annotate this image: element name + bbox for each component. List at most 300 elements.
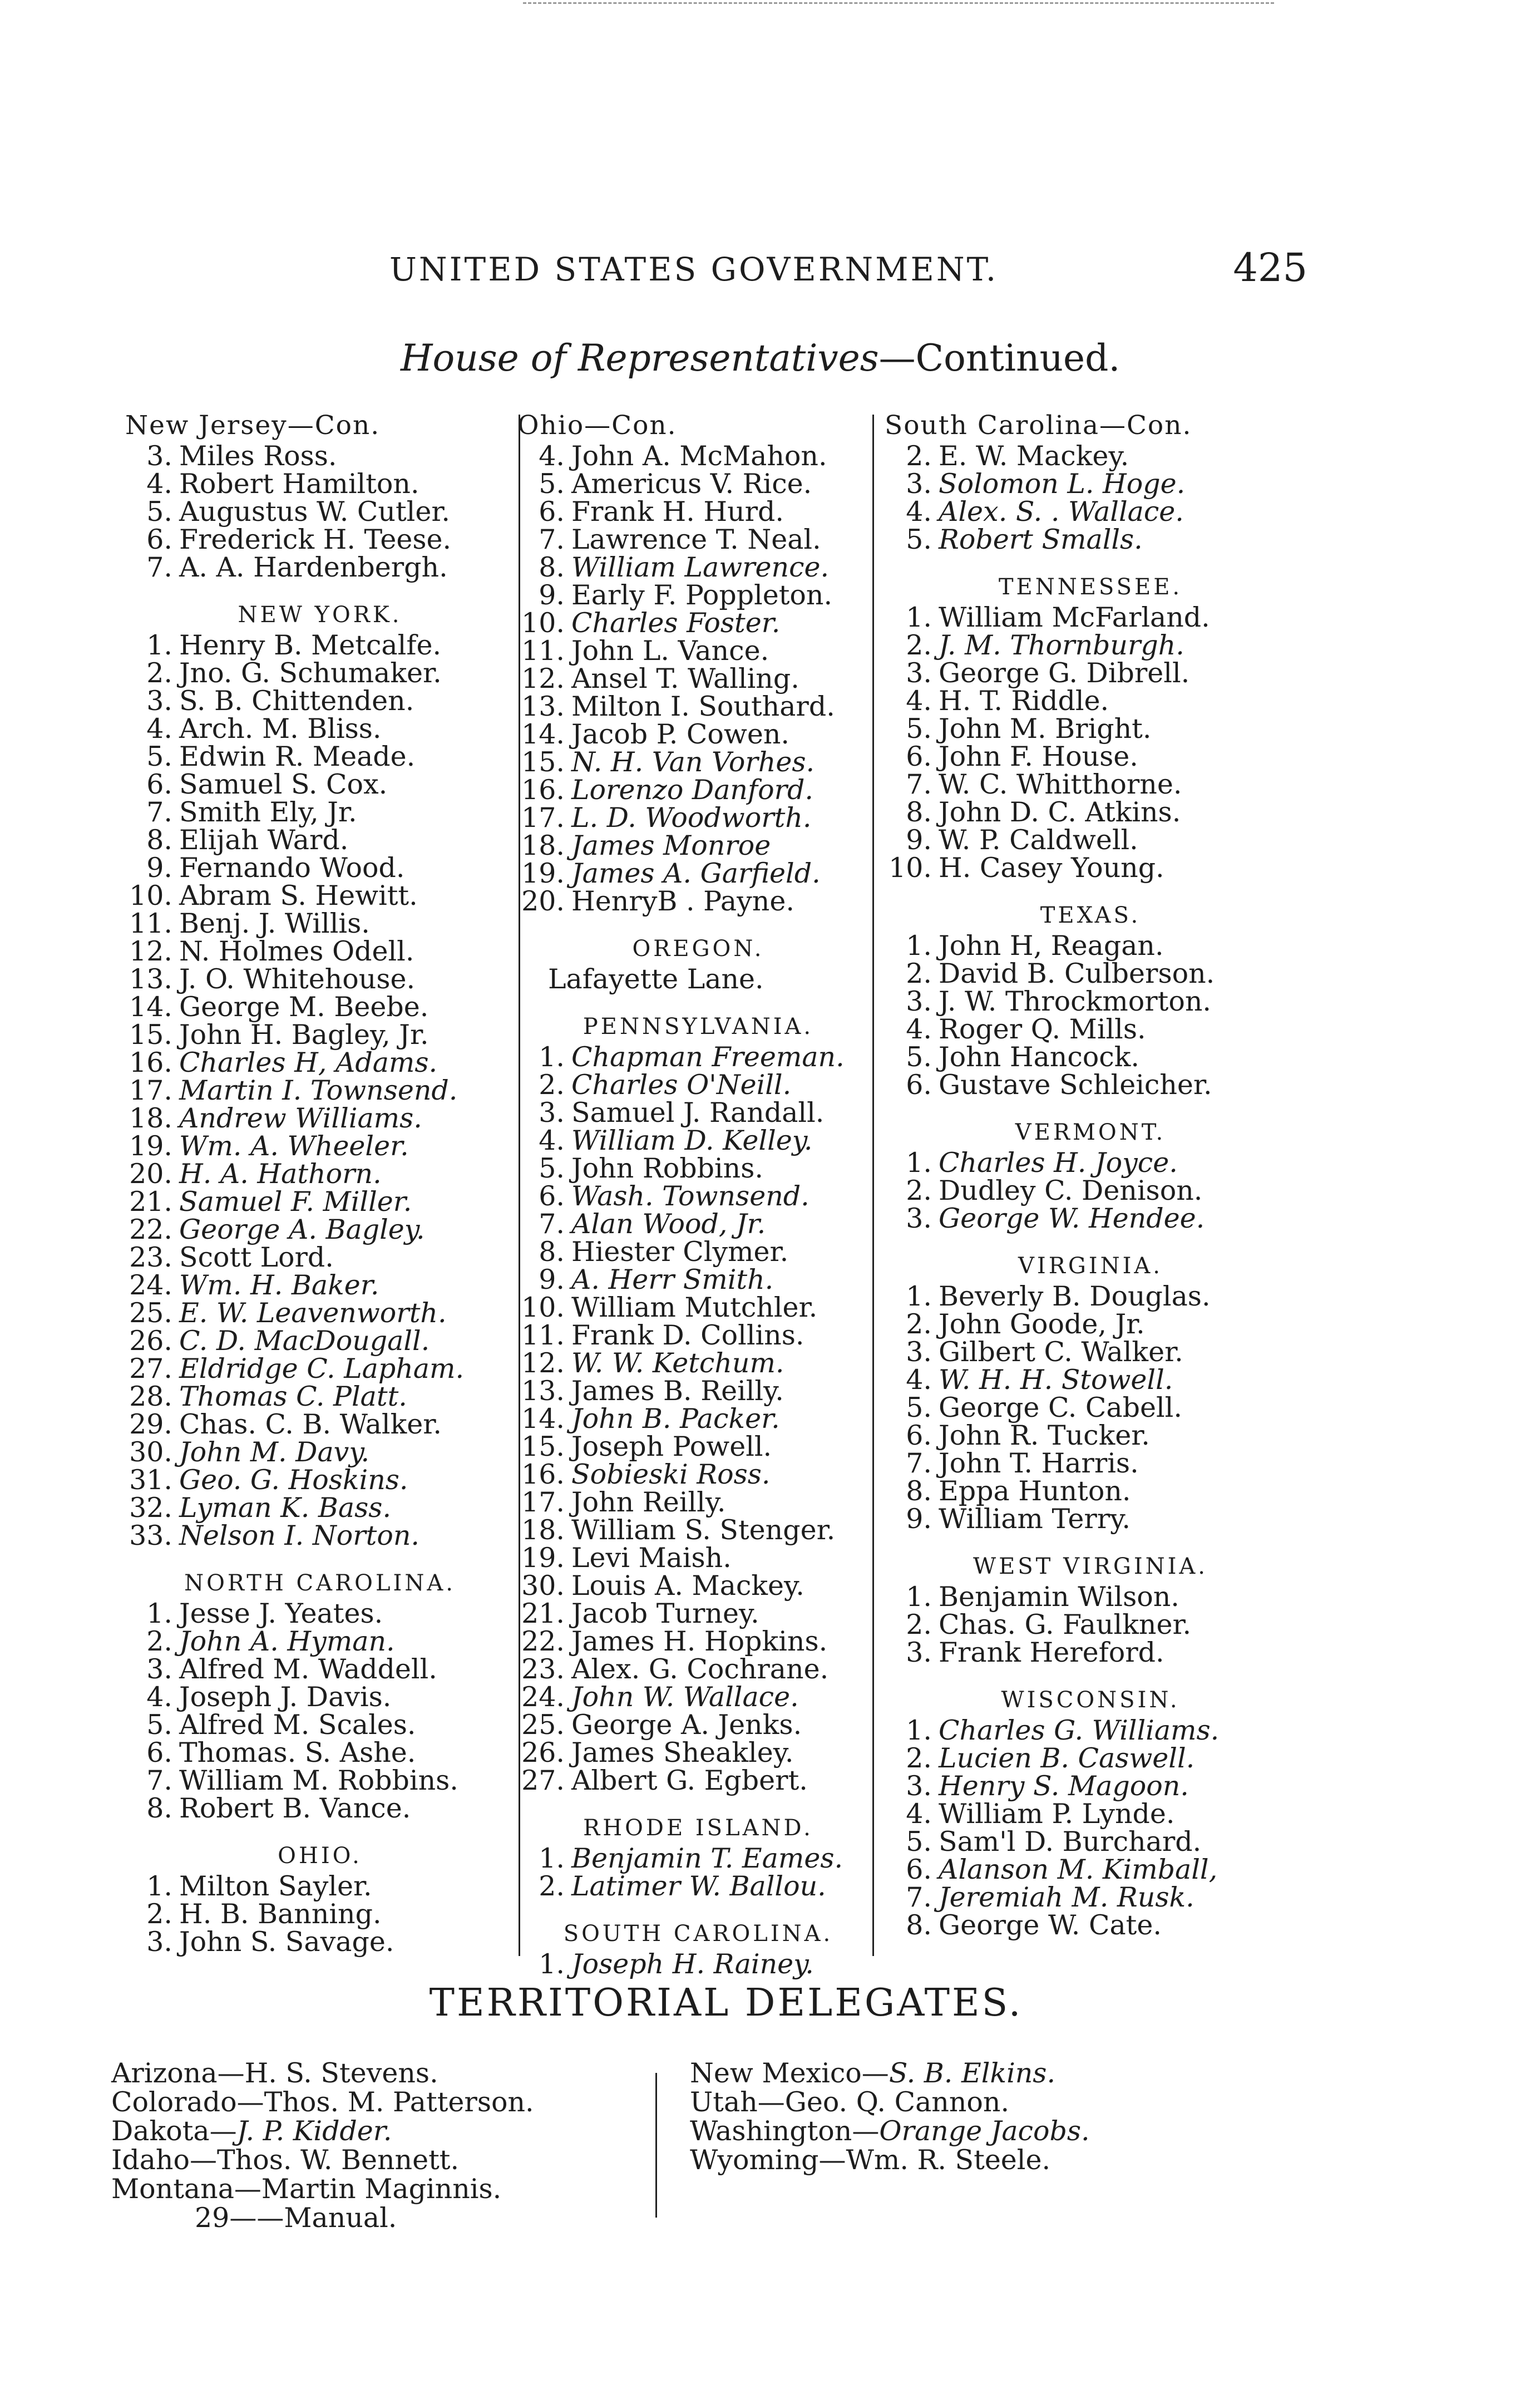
- state-heading: SOUTH CAROLINA.: [563, 1921, 833, 1947]
- district-number: 2.: [906, 1742, 932, 1774]
- representative-entry: [125, 1494, 515, 1522]
- representative-name: Alfred M. Waddell.: [179, 1653, 437, 1685]
- district-number: 6.: [906, 1069, 932, 1101]
- representative-name: Samuel J. Randall.: [571, 1097, 825, 1129]
- running-title: UNITED STATES GOVERNMENT.: [389, 250, 999, 288]
- representative-name: Fernando Wood.: [179, 852, 405, 884]
- representative-entry: [125, 1767, 515, 1795]
- district-number: 6.: [906, 741, 932, 772]
- representative-entry: [517, 718, 879, 750]
- district-number: 25.: [521, 1709, 565, 1741]
- district-number: 15.: [521, 1431, 565, 1462]
- district-number: 27.: [129, 1353, 172, 1385]
- representative-name: John A. Hyman.: [179, 1625, 395, 1657]
- representative-entry: [885, 743, 1296, 771]
- representative-entry: [517, 470, 879, 498]
- column-3: [885, 409, 1296, 1939]
- representative-name: Elijah Ward.: [179, 824, 349, 856]
- district-number: 1.: [539, 1843, 565, 1874]
- representative-entry: [517, 1210, 879, 1238]
- representative-entry: [517, 442, 879, 470]
- state-section: [517, 932, 879, 993]
- representative-entry: [885, 1881, 1296, 1913]
- district-number: 12.: [521, 1347, 565, 1379]
- representative-entry: [125, 442, 515, 470]
- district-number: 4.: [146, 1681, 172, 1713]
- representative-name: J. W. Throckmorton.: [939, 986, 1211, 1017]
- territorial-heading: TERRITORIAL DELEGATES.: [429, 1981, 1023, 2025]
- representative-name: Charles H. Joyce.: [939, 1147, 1178, 1179]
- territory-name: Arizona—: [111, 2057, 245, 2089]
- representative-entry: [517, 1600, 879, 1628]
- district-number: 7.: [906, 769, 932, 800]
- district-number: 3.: [906, 1637, 932, 1668]
- district-number: 8.: [906, 1909, 932, 1941]
- state-section: [885, 899, 1296, 1099]
- representative-name: Latimer W. Ballou.: [571, 1870, 826, 1902]
- state-heading: Ohio—Con.: [517, 410, 677, 441]
- representative-name: Joseph Powell.: [571, 1431, 772, 1462]
- district-number: 1.: [146, 1870, 172, 1902]
- district-number: 32.: [129, 1492, 172, 1524]
- district-number: 17.: [129, 1075, 172, 1106]
- representative-entry: [125, 687, 515, 715]
- district-number: 5.: [539, 1152, 565, 1184]
- district-number: 3.: [146, 1926, 172, 1958]
- representative-entry: [125, 659, 515, 687]
- district-number: 26.: [129, 1325, 172, 1357]
- representative-entry: [517, 551, 879, 583]
- representative-entry: [885, 1909, 1296, 1941]
- state-heading: WISCONSIN.: [1001, 1687, 1180, 1713]
- state-section: [125, 409, 515, 582]
- representative-entry: [885, 659, 1296, 687]
- district-number: 5.: [906, 1826, 932, 1858]
- representative-entry: [885, 1280, 1296, 1312]
- column-divider: [872, 415, 874, 1956]
- district-number: 15.: [129, 1019, 172, 1051]
- representative-entry: [125, 1436, 515, 1468]
- district-number: 4.: [539, 440, 565, 472]
- representative-name: John Robbins.: [571, 1152, 763, 1184]
- district-number: 6.: [906, 1420, 932, 1451]
- state-section: [885, 570, 1296, 882]
- district-number: 8.: [146, 824, 172, 856]
- state-section: [885, 409, 1296, 554]
- representative-entry: [125, 771, 515, 799]
- representative-entry: [125, 1466, 515, 1494]
- district-number: 8.: [906, 1475, 932, 1507]
- district-number: 1.: [906, 1147, 932, 1179]
- representative-entry: [517, 1870, 879, 1902]
- representative-entry: [517, 885, 879, 917]
- district-number: 10.: [129, 880, 172, 912]
- representative-entry: [125, 935, 515, 967]
- district-number: 14.: [521, 718, 565, 750]
- representative-entry: [125, 1792, 515, 1824]
- representative-entry: [125, 854, 515, 882]
- representative-entry: [125, 743, 515, 771]
- district-number: 1.: [906, 1715, 932, 1746]
- district-number: 23.: [129, 1242, 172, 1273]
- district-number: 6.: [906, 1854, 932, 1885]
- district-number: 20.: [521, 885, 565, 917]
- representative-entry: [885, 1043, 1296, 1071]
- district-number: 1.: [906, 1280, 932, 1312]
- district-number: 12.: [129, 935, 172, 967]
- representative-entry: [885, 1308, 1296, 1340]
- district-number: 11.: [129, 908, 172, 939]
- district-number: 1.: [146, 629, 172, 661]
- representative-entry: [517, 1043, 879, 1071]
- representative-name: Jeremiah M. Rusk.: [939, 1881, 1195, 1913]
- representative-entry: [517, 1071, 879, 1099]
- representative-name: Jacob Turney.: [571, 1598, 759, 1629]
- representative-entry: [517, 804, 879, 832]
- representative-entry: [517, 1461, 879, 1489]
- representative-name: Louis A. Mackey.: [571, 1570, 804, 1602]
- representative-entry: [125, 965, 515, 993]
- representative-name: Arch. M. Bliss.: [179, 713, 382, 745]
- state-heading: RHODE ISLAND.: [583, 1815, 813, 1841]
- representative-entry: [517, 526, 879, 554]
- representative-name: William D. Kelley.: [571, 1125, 813, 1156]
- top-scan-rule: [523, 2, 1274, 6]
- district-number: 31.: [129, 1464, 172, 1496]
- representative-entry: [125, 993, 515, 1021]
- representative-entry: [885, 932, 1296, 960]
- representative-name: Henry S. Magoon.: [939, 1770, 1189, 1802]
- representative-name: Jno. G. Schumaker.: [179, 657, 442, 689]
- representative-entry: [885, 629, 1296, 661]
- page-number: 425: [1233, 245, 1307, 290]
- representative-name: Beverly B. Douglas.: [939, 1280, 1211, 1312]
- district-number: 3.: [146, 685, 172, 717]
- district-number: 33.: [129, 1520, 172, 1551]
- representative-name: Chas. G. Faulkner.: [939, 1609, 1192, 1641]
- district-number: 3.: [146, 1653, 172, 1685]
- representative-name: Levi Maish.: [571, 1542, 732, 1574]
- representative-entry: [517, 1572, 879, 1600]
- representative-name: Sobieski Ross.: [571, 1459, 771, 1490]
- representative-entry: [125, 1928, 515, 1956]
- signature-mark: 29——Manual.: [195, 2202, 397, 2234]
- state-heading: NEW YORK.: [238, 602, 402, 628]
- representative-name: Frank Hereford.: [939, 1637, 1164, 1668]
- representative-name: Lucien B. Caswell.: [939, 1742, 1195, 1774]
- representative-name: A. A. Hardenbergh.: [179, 551, 448, 583]
- representative-name: John S. Savage.: [179, 1926, 394, 1958]
- representative-entry: [885, 854, 1296, 882]
- representative-entry: [885, 796, 1296, 828]
- district-number: 3.: [539, 1097, 565, 1129]
- delegate-name: J. P. Kidder.: [236, 2115, 392, 2147]
- representative-name: John Hancock.: [939, 1041, 1139, 1073]
- district-number: 1.: [539, 1041, 565, 1073]
- representative-entry: [885, 1742, 1296, 1774]
- representative-entry: [125, 1216, 515, 1244]
- district-number: 11.: [521, 635, 565, 667]
- column-divider: [519, 415, 520, 1956]
- district-number: 5.: [146, 496, 172, 528]
- representative-entry: [517, 1152, 879, 1184]
- representative-name: W. W. Ketchum.: [571, 1347, 784, 1379]
- district-number: 3.: [906, 1203, 932, 1234]
- representative-name: George W. Hendee.: [939, 1203, 1205, 1234]
- representative-entry: [125, 1049, 515, 1077]
- running-head: [389, 245, 1307, 289]
- district-number: 5.: [906, 1041, 932, 1073]
- state-heading: NORTH CAROLINA.: [184, 1570, 456, 1596]
- district-number: 9.: [539, 579, 565, 611]
- representative-name: Andrew Williams.: [179, 1102, 422, 1134]
- district-number: 12.: [521, 663, 565, 694]
- district-number: 2.: [906, 1609, 932, 1641]
- district-number: 30.: [129, 1436, 172, 1468]
- representative-name: William McFarland.: [939, 602, 1210, 633]
- district-number: 5.: [906, 713, 932, 745]
- representative-entry: [517, 860, 879, 888]
- representative-name: Robert Hamilton.: [179, 468, 419, 500]
- district-number: 3.: [146, 440, 172, 472]
- district-number: 4.: [906, 1798, 932, 1830]
- state-section: [517, 1917, 879, 1978]
- representative-entry: [517, 1625, 879, 1657]
- representative-name: Americus V. Rice.: [571, 468, 812, 500]
- representative-name: Benjamin T. Eames.: [571, 1843, 843, 1874]
- representative-name: John T. Harris.: [939, 1447, 1139, 1479]
- representative-entry: [125, 1327, 515, 1355]
- delegate-name: Geo. Q. Cannon.: [784, 2086, 1010, 2118]
- representative-entry: [517, 832, 879, 860]
- district-number: 30.: [521, 1570, 565, 1602]
- representative-entry: [885, 1772, 1296, 1800]
- representative-name: Robert B. Vance.: [179, 1792, 411, 1824]
- representative-name: Sam'l D. Burchard.: [939, 1826, 1202, 1858]
- district-number: 1.: [906, 602, 932, 633]
- representative-name: Eppa Hunton.: [939, 1475, 1131, 1507]
- delegate-entry: [690, 2088, 1090, 2117]
- district-number: 3.: [906, 468, 932, 500]
- district-number: 26.: [521, 1737, 565, 1768]
- representative-name: A. Herr Smith.: [571, 1264, 774, 1295]
- district-number: 8.: [539, 1236, 565, 1268]
- representative-entry: [517, 1767, 879, 1795]
- district-number: 13.: [129, 963, 172, 995]
- representative-name: James Sheakley.: [571, 1737, 794, 1768]
- representative-name: Edwin R. Meade.: [179, 741, 416, 772]
- representative-name: Albert G. Egbert.: [571, 1765, 808, 1796]
- representative-entry: [125, 1900, 515, 1928]
- representative-entry: [125, 1522, 515, 1550]
- representative-entry: [125, 1383, 515, 1411]
- representative-entry: [885, 1717, 1296, 1745]
- representative-name: W. C. Whitthorne.: [939, 769, 1182, 800]
- representative-name: Lafayette Lane.: [548, 963, 764, 995]
- representative-name: Frank D. Collins.: [571, 1319, 804, 1351]
- district-number: 3.: [906, 1770, 932, 1802]
- section-heading-continued: —Continued.: [878, 337, 1121, 380]
- district-number: 14.: [521, 1403, 565, 1435]
- representative-name: Gustave Schleicher.: [939, 1069, 1212, 1101]
- representative-name: Wash. Townsend.: [571, 1180, 810, 1212]
- state-section: [125, 1839, 515, 1956]
- representative-name: Henry B. Metcalfe.: [179, 629, 442, 661]
- representative-entry: [885, 1856, 1296, 1884]
- representative-name: Gilbert C. Walker.: [939, 1336, 1183, 1368]
- territory-name: Dakota—: [111, 2115, 237, 2147]
- delegate-name: Martin Maginnis.: [261, 2173, 502, 2205]
- representative-name: Thomas C. Platt.: [179, 1381, 407, 1412]
- representative-name: Smith Ely, Jr.: [179, 796, 357, 828]
- district-number: 21.: [129, 1186, 172, 1218]
- territorial-left-list: [111, 2059, 534, 2233]
- representative-name: John H. Bagley, Jr.: [179, 1019, 429, 1051]
- district-number: 5.: [146, 741, 172, 772]
- representative-entry: [125, 498, 515, 526]
- representative-name: Eldridge C. Lapham.: [179, 1353, 465, 1385]
- district-number: 16.: [129, 1047, 172, 1078]
- representative-name: John H, Reagan.: [939, 930, 1164, 962]
- representative-entry: [125, 882, 515, 910]
- state-section: [517, 1811, 879, 1900]
- district-number: 23.: [521, 1653, 565, 1685]
- state-heading: OREGON.: [632, 936, 764, 962]
- district-number: 4.: [146, 713, 172, 745]
- district-number: 3.: [906, 657, 932, 689]
- district-number: 5.: [906, 1392, 932, 1423]
- district-number: 9.: [539, 1264, 565, 1295]
- representative-name: George W. Cate.: [939, 1909, 1162, 1941]
- representative-name: Benj. J. Willis.: [179, 908, 370, 939]
- representative-name: W. P. Caldwell.: [939, 824, 1138, 856]
- representative-entry: [885, 988, 1296, 1016]
- state-section: [125, 1566, 515, 1822]
- state-heading: VIRGINIA.: [1018, 1253, 1163, 1279]
- representative-entry: [885, 1800, 1296, 1828]
- representative-entry: [885, 1505, 1296, 1533]
- district-number: 9.: [146, 852, 172, 884]
- representative-entry: [125, 1132, 515, 1160]
- state-heading: TENNESSEE.: [998, 574, 1183, 600]
- representative-name: Milton I. Southard.: [571, 691, 835, 722]
- district-number: 4.: [146, 468, 172, 500]
- representative-entry: [517, 1294, 879, 1322]
- district-number: 5.: [906, 524, 932, 555]
- representative-name: Abram S. Hewitt.: [179, 880, 418, 912]
- district-number: 7.: [146, 1765, 172, 1796]
- representative-name: J. M. Thornburgh.: [939, 629, 1184, 661]
- delegate-name: Thos. M. Patterson.: [264, 2086, 534, 2118]
- state-heading: New Jersey—Con.: [125, 410, 381, 441]
- state-section: [125, 598, 515, 1550]
- representative-entry: [125, 1021, 515, 1049]
- representative-name: George C. Cabell.: [939, 1392, 1182, 1423]
- district-number: 10.: [521, 1292, 565, 1323]
- representative-name: J. O. Whitehouse.: [179, 963, 416, 995]
- representative-name: L. D. Woodworth.: [571, 802, 812, 834]
- state-section: [885, 1683, 1296, 1939]
- delegate-entry: [690, 2117, 1090, 2146]
- district-number: 4.: [906, 496, 932, 528]
- district-number: 24.: [521, 1681, 565, 1713]
- district-number: 28.: [129, 1381, 172, 1412]
- delegate-name: Orange Jacobs.: [879, 2115, 1090, 2147]
- representative-entry: [517, 1739, 879, 1767]
- representative-name: Charles G. Williams.: [939, 1715, 1220, 1746]
- district-number: 18.: [521, 1514, 565, 1546]
- representative-entry: [125, 551, 515, 583]
- district-number: 3.: [906, 1336, 932, 1368]
- representative-entry: [517, 1349, 879, 1377]
- representative-entry: [125, 1160, 515, 1188]
- district-number: 2.: [146, 1625, 172, 1657]
- representative-name: Solomon L. Hoge.: [939, 468, 1186, 500]
- district-number: 10.: [889, 852, 932, 884]
- district-number: 6.: [146, 1737, 172, 1768]
- representative-entry: [885, 470, 1296, 498]
- delegate-entry: [690, 2146, 1090, 2175]
- district-number: 13.: [521, 691, 565, 722]
- district-number: 15.: [521, 746, 565, 778]
- representative-entry: [517, 693, 879, 721]
- district-number: 16.: [521, 1459, 565, 1490]
- district-number: 19.: [129, 1130, 172, 1162]
- territory-name: Utah—: [690, 2086, 785, 2118]
- representative-name: George G. Dibrell.: [939, 657, 1190, 689]
- representative-name: William Lawrence.: [571, 551, 830, 583]
- representative-entry: [125, 1870, 515, 1902]
- district-number: 4.: [906, 1364, 932, 1396]
- representative-entry: [517, 1950, 879, 1978]
- representative-entry: [125, 1077, 515, 1105]
- representative-entry: [885, 771, 1296, 799]
- representative-entry: [125, 526, 515, 554]
- representative-name: Early F. Poppleton.: [571, 579, 833, 611]
- district-number: 2.: [906, 958, 932, 989]
- representative-name: George A. Bagley.: [179, 1214, 425, 1245]
- representative-name: Alan Wood, Jr.: [571, 1208, 766, 1240]
- district-number: 1.: [906, 930, 932, 962]
- state-section: [885, 1249, 1296, 1533]
- representative-entry: [125, 1711, 515, 1739]
- delegate-entry: [111, 2059, 534, 2088]
- representative-name: Alex. G. Cochrane.: [571, 1653, 829, 1685]
- district-number: 4.: [906, 685, 932, 717]
- representative-entry: [517, 1238, 879, 1266]
- representative-entry: [885, 960, 1296, 988]
- representative-entry: [517, 1516, 879, 1544]
- district-number: 19.: [521, 1542, 565, 1574]
- district-number: 17.: [521, 802, 565, 834]
- representative-entry: [125, 1269, 515, 1301]
- territorial-right-list: [690, 2059, 1090, 2175]
- representative-entry: [125, 1355, 515, 1383]
- state-heading: South Carolina—Con.: [885, 410, 1192, 441]
- representative-entry: [517, 1683, 879, 1711]
- state-heading: WEST VIRGINIA.: [973, 1554, 1208, 1579]
- representative-name: James Monroe: [571, 830, 771, 861]
- representative-name: Samuel S. Cox.: [179, 769, 388, 800]
- state-heading: VERMONT.: [1015, 1120, 1166, 1145]
- representative-name: Milton Sayler.: [179, 1870, 372, 1902]
- district-number: 21.: [521, 1598, 565, 1629]
- representative-name: Jesse J. Yeates.: [179, 1598, 383, 1629]
- representative-name: Alfred M. Scales.: [179, 1709, 416, 1741]
- district-number: 8.: [539, 551, 565, 583]
- representative-name: William P. Lynde.: [939, 1798, 1175, 1830]
- district-number: 2.: [539, 1870, 565, 1902]
